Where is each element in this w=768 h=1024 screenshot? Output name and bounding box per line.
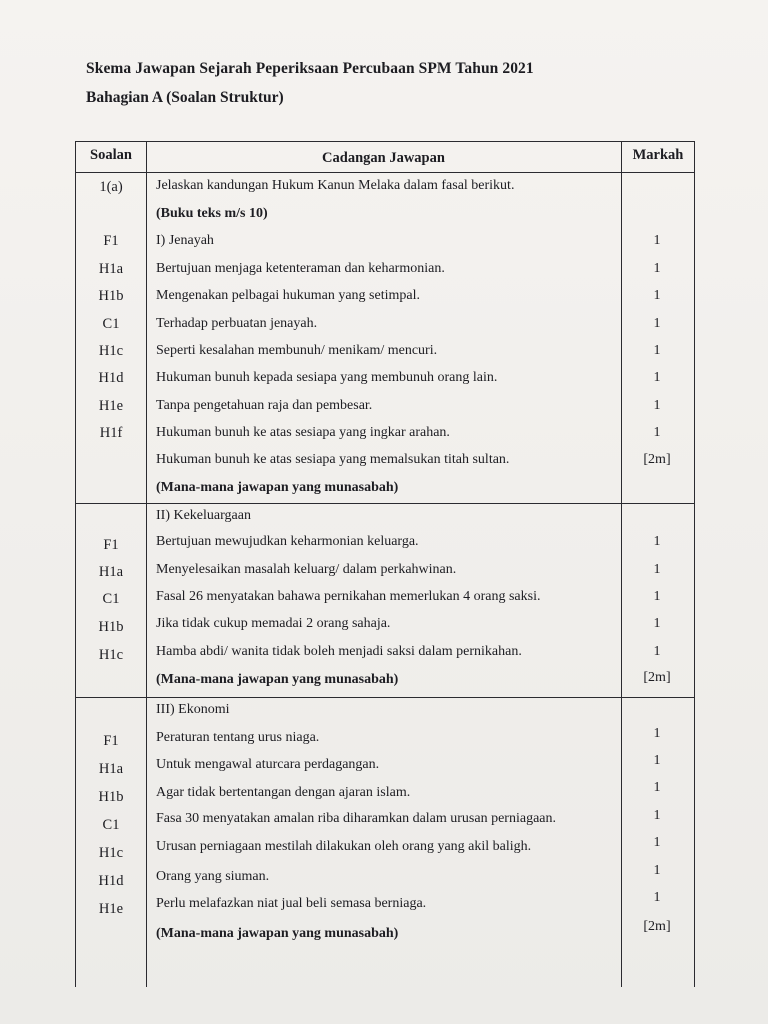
answer-code: H1c	[98, 845, 124, 861]
answer-text: Hukuman bunuh kepada sesiapa yang membunuh orang lain.	[156, 370, 498, 385]
answer-text: Hukuman bunuh ke atas sesiapa yang ingkar arahan.	[156, 425, 450, 440]
acceptable-answers-note: (Mana-mana jawapan yang munasabah)	[156, 672, 399, 687]
acceptable-answers-note: (Mana-mana jawapan yang munasabah)	[156, 480, 399, 495]
answer-mark: 1	[653, 288, 661, 303]
answer-mark: 1	[653, 890, 661, 905]
answer-text: Perlu melafazkan niat jual beli semasa berniaga.	[156, 896, 427, 911]
answer-code: C1	[102, 817, 120, 833]
answer-text: Tanpa pengetahuan raja dan pembesar.	[156, 398, 373, 413]
column-header-soalan: Soalan	[90, 147, 132, 163]
answer-mark: 1	[653, 644, 661, 659]
answer-text: Terhadap perbuatan jenayah.	[156, 316, 318, 331]
answer-text: Seperti kesalahan membunuh/ menikam/ mencuri.	[156, 343, 438, 358]
answer-text: Fasal 26 menyatakan bahawa pernikahan memerlukan 4 orang saksi.	[156, 589, 541, 604]
answer-code: H1f	[99, 425, 123, 441]
answer-code: H1d	[98, 370, 124, 386]
answer-code: F1	[103, 537, 119, 553]
textbook-reference: (Buku teks m/s 10)	[156, 206, 268, 221]
section-title: III) Ekonomi	[156, 702, 230, 717]
answer-mark: 1	[653, 589, 661, 604]
column-header-cadangan-jawapan: Cadangan Jawapan	[322, 150, 445, 166]
answer-text: Hamba abdi/ wanita tidak boleh menjadi saksi dalam pernikahan.	[156, 644, 522, 659]
answer-code: H1b	[98, 288, 124, 304]
section-total-mark: [2m]	[643, 919, 671, 934]
answer-mark: 1	[653, 863, 661, 878]
column-header-markah: Markah	[632, 147, 684, 163]
answer-mark: 1	[653, 835, 661, 850]
answer-mark: [2m]	[643, 452, 671, 467]
answer-mark: 1	[653, 233, 661, 248]
column-divider	[146, 142, 147, 987]
answer-code: H1c	[98, 647, 124, 663]
answer-mark: 1	[653, 370, 661, 385]
document-subtitle: Bahagian A (Soalan Struktur)	[86, 89, 284, 106]
answer-code: H1a	[98, 261, 124, 277]
document-title: Skema Jawapan Sejarah Peperiksaan Percubaan SPM Tahun 2021	[86, 60, 534, 77]
answer-text: Menyelesaikan masalah keluarg/ dalam perkahwinan.	[156, 562, 457, 577]
answer-mark: 1	[653, 398, 661, 413]
answer-code: H1a	[98, 761, 124, 777]
answer-code: H1d	[98, 873, 124, 889]
question-number: 1(a)	[99, 179, 123, 195]
section-border	[76, 503, 694, 504]
answer-text: Peraturan tentang urus niaga.	[156, 730, 320, 745]
answer-code: H1a	[98, 564, 124, 580]
section-title: I) Jenayah	[156, 233, 214, 248]
answer-mark: 1	[653, 808, 661, 823]
section-border	[76, 697, 694, 698]
answer-code: H1b	[98, 619, 124, 635]
question-intro: Jelaskan kandungan Hukum Kanun Melaka dalam fasal berikut.	[156, 178, 515, 193]
answer-mark: 1	[653, 753, 661, 768]
answer-mark: 1	[653, 425, 661, 440]
answer-text: Bertujuan menjaga ketenteraman dan keharmonian.	[156, 261, 445, 276]
answer-mark: 1	[653, 534, 661, 549]
answer-code: H1c	[98, 343, 124, 359]
answer-text: Mengenakan pelbagai hukuman yang setimpal.	[156, 288, 420, 303]
acceptable-answers-note: (Mana-mana jawapan yang munasabah)	[156, 926, 399, 941]
answer-code: F1	[103, 733, 119, 749]
answer-text: Untuk mengawal aturcara perdagangan.	[156, 757, 380, 772]
answer-text: Fasa 30 menyatakan amalan riba diharamkan dalam urusan perniagaan.	[156, 811, 557, 826]
answer-text: Orang yang siuman.	[156, 869, 270, 884]
answer-mark: 1	[653, 562, 661, 577]
answer-code: F1	[103, 233, 119, 249]
answer-mark: 1	[653, 343, 661, 358]
answer-mark: 1	[653, 780, 661, 795]
header-row-border	[76, 172, 694, 173]
answer-text: Agar tidak bertentangan dengan ajaran islam.	[156, 785, 411, 800]
answer-code: C1	[102, 591, 120, 607]
answer-code: C1	[102, 316, 120, 332]
answer-code: H1e	[98, 901, 124, 917]
answer-mark: 1	[653, 261, 661, 276]
section-total-mark: [2m]	[643, 670, 671, 685]
answer-text: Hukuman bunuh ke atas sesiapa yang memalsukan titah sultan.	[156, 452, 510, 467]
section-title: II) Kekeluargaan	[156, 508, 251, 523]
answer-mark: 1	[653, 726, 661, 741]
answer-text: Bertujuan mewujudkan keharmonian keluarga.	[156, 534, 419, 549]
answer-mark: 1	[653, 316, 661, 331]
answer-table	[75, 141, 695, 987]
answer-code: H1e	[98, 398, 124, 414]
answer-mark: 1	[653, 616, 661, 631]
answer-text: Jika tidak cukup memadai 2 orang sahaja.	[156, 616, 391, 631]
answer-code: H1b	[98, 789, 124, 805]
answer-text: Urusan perniagaan mestilah dilakukan oleh orang yang akil baligh.	[156, 839, 532, 854]
